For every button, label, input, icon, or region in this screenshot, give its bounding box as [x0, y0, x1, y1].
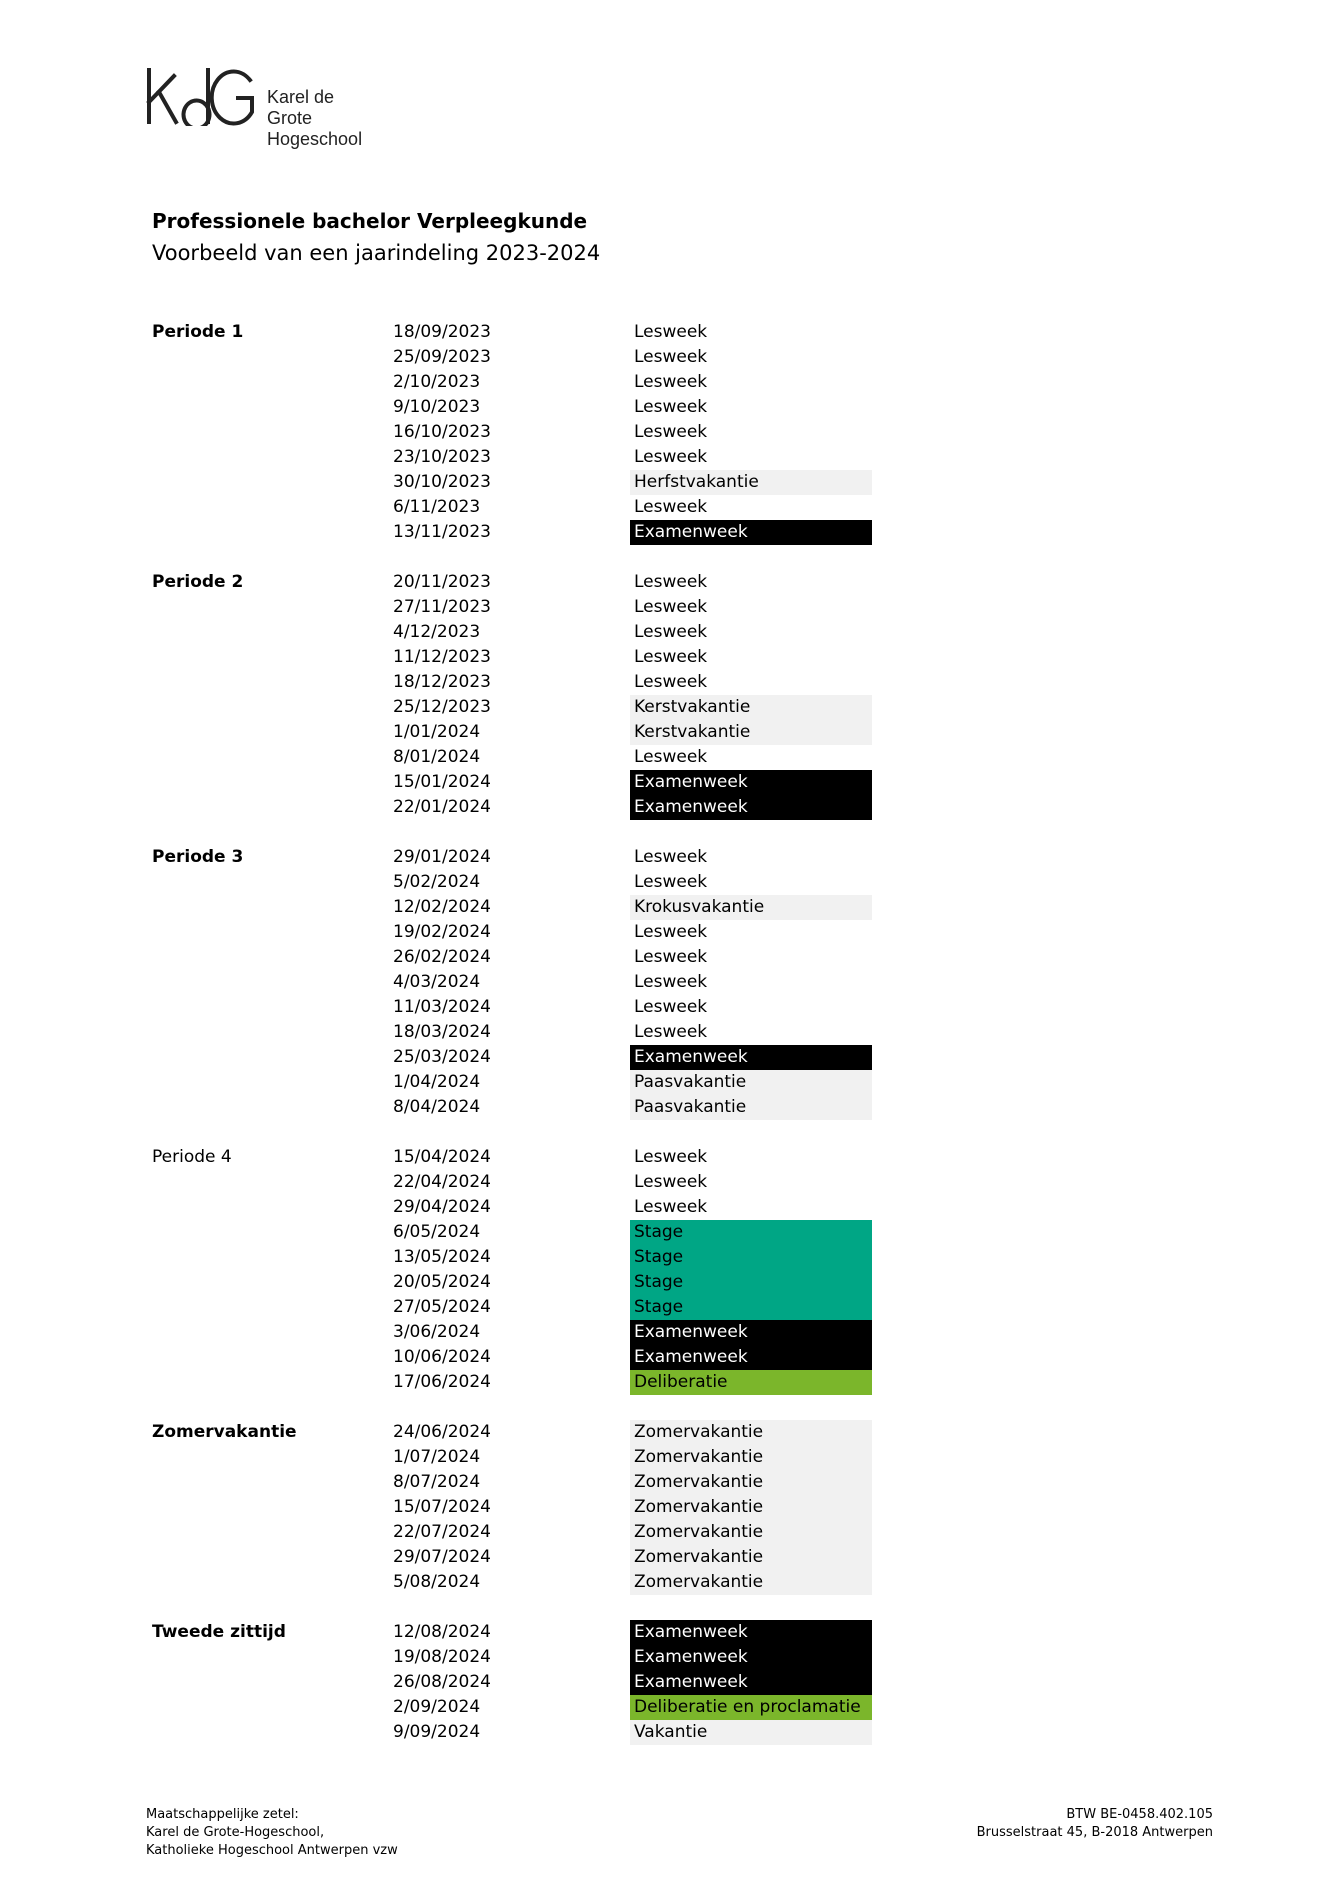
period-label: Zomervakantie: [152, 1422, 297, 1442]
week-status: Zomervakantie: [630, 1420, 872, 1445]
schedule-row: [0, 720, 1340, 745]
schedule-row: [0, 670, 1340, 695]
schedule-row: [0, 1245, 1340, 1270]
period-block: [0, 1145, 1340, 1395]
academic-year-schedule: [0, 320, 1340, 1770]
week-status: Stage: [630, 1245, 872, 1270]
week-status: Examenweek: [630, 1620, 872, 1645]
week-status: Lesweek: [634, 497, 708, 517]
week-status: Lesweek: [634, 922, 708, 942]
week-status: Examenweek: [630, 1645, 872, 1670]
week-date: 13/05/2024: [393, 1247, 491, 1267]
week-date: 2/10/2023: [393, 372, 481, 392]
schedule-row: [0, 770, 1340, 795]
schedule-row: [0, 870, 1340, 895]
schedule-row: [0, 1220, 1340, 1245]
week-status: Lesweek: [634, 397, 708, 417]
week-status: Lesweek: [634, 872, 708, 892]
footer-address: Brusselstraat 45, B-2018 Antwerpen: [976, 1825, 1213, 1840]
week-date: 8/01/2024: [393, 747, 481, 767]
week-date: 22/07/2024: [393, 1522, 491, 1542]
week-status: Lesweek: [634, 947, 708, 967]
week-status: Examenweek: [630, 1345, 872, 1370]
week-date: 26/08/2024: [393, 1672, 491, 1692]
week-status: Vakantie: [630, 1720, 872, 1745]
week-date: 10/06/2024: [393, 1347, 491, 1367]
schedule-row: [0, 745, 1340, 770]
schedule-row: [0, 1670, 1340, 1695]
schedule-row: [0, 520, 1340, 545]
footer-vat: BTW BE-0458.402.105: [1066, 1807, 1213, 1822]
week-status: Lesweek: [634, 672, 708, 692]
period-block: [0, 570, 1340, 820]
week-date: 30/10/2023: [393, 472, 491, 492]
period-block: [0, 845, 1340, 1120]
week-status: Deliberatie: [630, 1370, 872, 1395]
week-date: 22/01/2024: [393, 797, 491, 817]
week-date: 6/11/2023: [393, 497, 481, 517]
schedule-row: [0, 1145, 1340, 1170]
schedule-row: [0, 595, 1340, 620]
week-date: 9/10/2023: [393, 397, 481, 417]
period-label: Periode 1: [152, 322, 244, 342]
logo-text-line2: Hogeschool: [267, 129, 363, 149]
schedule-row: [0, 895, 1340, 920]
week-status: Lesweek: [634, 1022, 708, 1042]
period-block: [0, 1620, 1340, 1745]
schedule-row: [0, 470, 1340, 495]
week-status: Examenweek: [630, 1670, 872, 1695]
week-date: 18/12/2023: [393, 672, 491, 692]
schedule-row: [0, 920, 1340, 945]
schedule-row: [0, 1695, 1340, 1720]
schedule-row: [0, 445, 1340, 470]
period-block: [0, 1420, 1340, 1595]
week-status: Lesweek: [634, 1172, 708, 1192]
week-date: 8/07/2024: [393, 1472, 481, 1492]
week-status: Examenweek: [630, 1045, 872, 1070]
schedule-row: [0, 845, 1340, 870]
schedule-row: [0, 345, 1340, 370]
schedule-row: [0, 395, 1340, 420]
week-date: 18/09/2023: [393, 322, 491, 342]
schedule-row: [0, 1020, 1340, 1045]
week-date: 8/04/2024: [393, 1097, 481, 1117]
footer-registered-office: [146, 1806, 398, 1860]
schedule-row: [0, 570, 1340, 595]
week-status: Examenweek: [630, 795, 872, 820]
schedule-row: [0, 1170, 1340, 1195]
schedule-row: [0, 495, 1340, 520]
week-date: 12/08/2024: [393, 1622, 491, 1642]
week-status: Lesweek: [634, 1197, 708, 1217]
week-status: Zomervakantie: [630, 1520, 872, 1545]
week-date: 19/02/2024: [393, 922, 491, 942]
week-status: Zomervakantie: [630, 1495, 872, 1520]
week-status: Examenweek: [630, 520, 872, 545]
period-label: Periode 4: [152, 1147, 232, 1167]
week-status: Lesweek: [634, 972, 708, 992]
week-date: 20/11/2023: [393, 572, 491, 592]
period-label: Tweede zittijd: [152, 1622, 286, 1642]
schedule-row: [0, 1295, 1340, 1320]
schedule-row: [0, 370, 1340, 395]
week-status: Deliberatie en proclamatie: [630, 1695, 872, 1720]
schedule-row: [0, 420, 1340, 445]
schedule-row: [0, 1645, 1340, 1670]
week-status: Paasvakantie: [630, 1070, 872, 1095]
week-date: 4/12/2023: [393, 622, 481, 642]
document-title: Professionele bachelor Verpleegkunde: [152, 209, 588, 233]
schedule-row: [0, 1445, 1340, 1470]
week-date: 27/11/2023: [393, 597, 491, 617]
week-status: Lesweek: [634, 597, 708, 617]
week-status: Stage: [630, 1270, 872, 1295]
week-date: 27/05/2024: [393, 1297, 491, 1317]
week-status: Paasvakantie: [630, 1095, 872, 1120]
period-block: [0, 320, 1340, 545]
week-date: 23/10/2023: [393, 447, 491, 467]
schedule-row: [0, 620, 1340, 645]
schedule-row: [0, 1070, 1340, 1095]
week-date: 20/05/2024: [393, 1272, 491, 1292]
week-status: Zomervakantie: [630, 1470, 872, 1495]
document-subtitle: Voorbeeld van een jaarindeling 2023-2024: [152, 241, 601, 265]
footer-line: Maatschappelijke zetel:: [146, 1807, 299, 1822]
schedule-row: [0, 1720, 1340, 1745]
week-status: Lesweek: [634, 372, 708, 392]
week-date: 9/09/2024: [393, 1722, 481, 1742]
week-date: 26/02/2024: [393, 947, 491, 967]
week-date: 2/09/2024: [393, 1697, 481, 1717]
week-status: Lesweek: [634, 572, 708, 592]
week-status: Krokusvakantie: [630, 895, 872, 920]
week-status: Lesweek: [634, 1147, 708, 1167]
week-date: 6/05/2024: [393, 1222, 481, 1242]
schedule-row: [0, 1545, 1340, 1570]
week-date: 13/11/2023: [393, 522, 491, 542]
schedule-row: [0, 1095, 1340, 1120]
schedule-row: [0, 1270, 1340, 1295]
schedule-row: [0, 1570, 1340, 1595]
week-date: 1/01/2024: [393, 722, 481, 742]
week-date: 12/02/2024: [393, 897, 491, 917]
week-date: 29/07/2024: [393, 1547, 491, 1567]
week-date: 15/04/2024: [393, 1147, 491, 1167]
week-status: Zomervakantie: [630, 1545, 872, 1570]
logo-wordmark: [267, 87, 362, 150]
schedule-row: [0, 1345, 1340, 1370]
schedule-row: [0, 1195, 1340, 1220]
schedule-row: [0, 1620, 1340, 1645]
week-status: Kerstvakantie: [630, 695, 872, 720]
week-status: Lesweek: [634, 847, 708, 867]
week-date: 19/08/2024: [393, 1647, 491, 1667]
footer-line: Karel de Grote-Hogeschool,: [146, 1825, 325, 1840]
week-status: Zomervakantie: [630, 1445, 872, 1470]
week-status: Stage: [630, 1295, 872, 1320]
week-status: Lesweek: [634, 422, 708, 442]
week-status: Examenweek: [630, 770, 872, 795]
schedule-row: [0, 945, 1340, 970]
footer-vat-address: [977, 1806, 1213, 1842]
schedule-row: [0, 1495, 1340, 1520]
week-date: 1/04/2024: [393, 1072, 481, 1092]
schedule-row: [0, 1370, 1340, 1395]
week-status: Lesweek: [634, 747, 708, 767]
period-label: Periode 2: [152, 572, 244, 592]
schedule-row: [0, 320, 1340, 345]
week-date: 25/12/2023: [393, 697, 491, 717]
week-status: Lesweek: [634, 347, 708, 367]
week-date: 17/06/2024: [393, 1372, 491, 1392]
schedule-row: [0, 695, 1340, 720]
week-date: 29/01/2024: [393, 847, 491, 867]
footer-line: Katholieke Hogeschool Antwerpen vzw: [146, 1843, 398, 1858]
week-date: 15/01/2024: [393, 772, 491, 792]
schedule-row: [0, 1045, 1340, 1070]
logo-text-line1: Karel de Grote: [267, 87, 335, 128]
week-date: 15/07/2024: [393, 1497, 491, 1517]
week-status: Kerstvakantie: [630, 720, 872, 745]
week-date: 22/04/2024: [393, 1172, 491, 1192]
week-status: Lesweek: [634, 997, 708, 1017]
week-status: Stage: [630, 1220, 872, 1245]
week-status: Lesweek: [634, 322, 708, 342]
schedule-row: [0, 1470, 1340, 1495]
week-date: 16/10/2023: [393, 422, 491, 442]
week-date: 3/06/2024: [393, 1322, 481, 1342]
period-label: Periode 3: [152, 847, 244, 867]
schedule-row: [0, 645, 1340, 670]
week-date: 5/08/2024: [393, 1572, 481, 1592]
schedule-row: [0, 795, 1340, 820]
week-date: 4/03/2024: [393, 972, 481, 992]
week-date: 11/03/2024: [393, 997, 491, 1017]
week-date: 11/12/2023: [393, 647, 491, 667]
week-date: 1/07/2024: [393, 1447, 481, 1467]
week-status: Examenweek: [630, 1320, 872, 1345]
week-date: 24/06/2024: [393, 1422, 491, 1442]
schedule-row: [0, 1420, 1340, 1445]
schedule-row: [0, 1520, 1340, 1545]
week-status: Lesweek: [634, 447, 708, 467]
schedule-row: [0, 1320, 1340, 1345]
week-date: 5/02/2024: [393, 872, 481, 892]
week-date: 29/04/2024: [393, 1197, 491, 1217]
schedule-row: [0, 995, 1340, 1020]
week-status: Lesweek: [634, 622, 708, 642]
week-date: 25/09/2023: [393, 347, 491, 367]
schedule-row: [0, 970, 1340, 995]
week-date: 18/03/2024: [393, 1022, 491, 1042]
week-status: Zomervakantie: [630, 1570, 872, 1595]
kdg-logo-mark: [146, 68, 258, 126]
week-date: 25/03/2024: [393, 1047, 491, 1067]
week-status: Lesweek: [634, 647, 708, 667]
week-status: Herfstvakantie: [630, 470, 872, 495]
